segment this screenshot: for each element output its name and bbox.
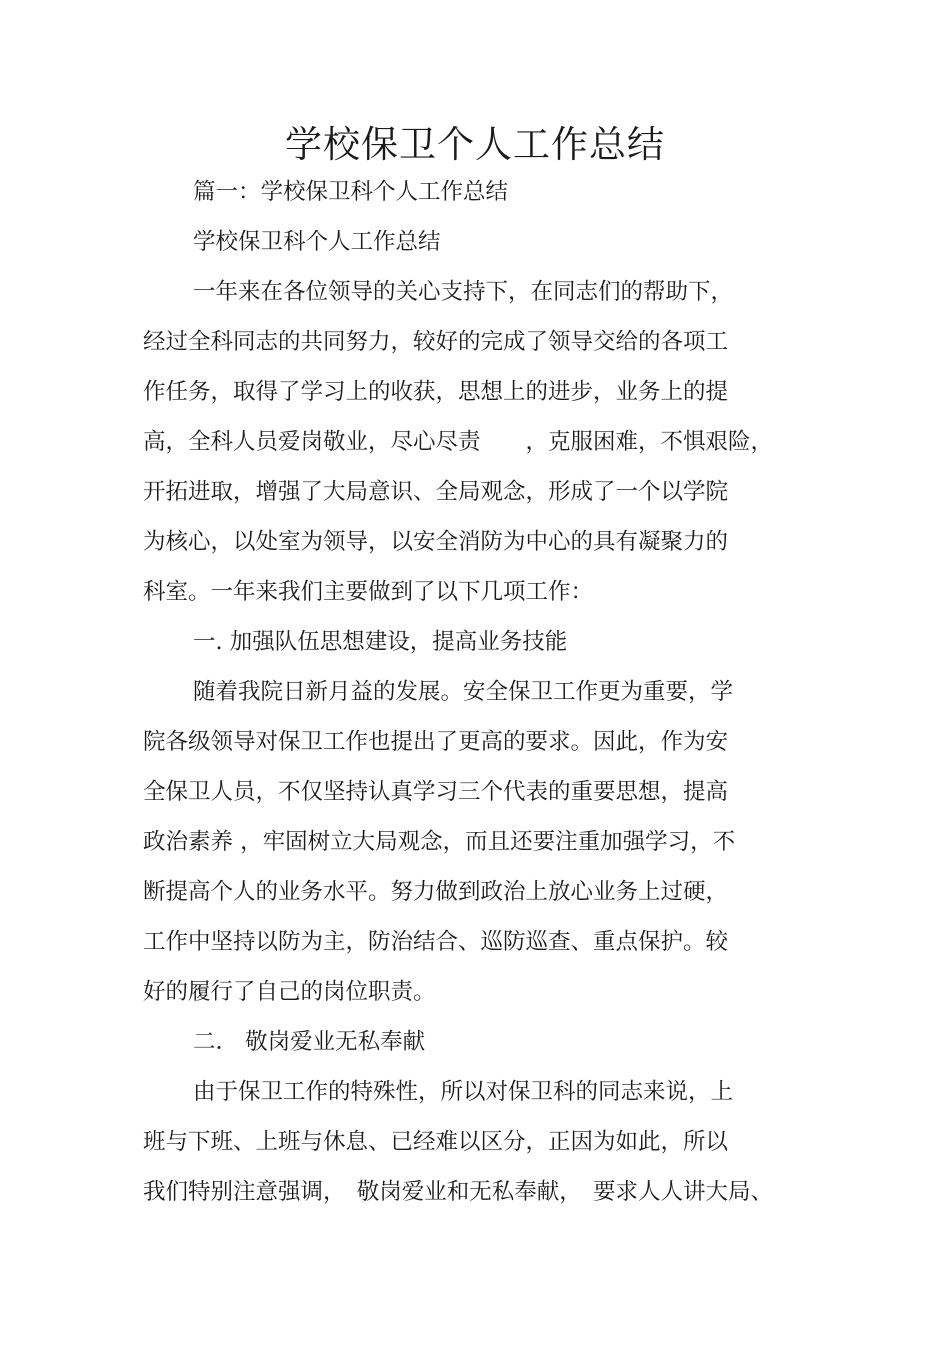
paragraph-line: 班与下班、上班与休息、已经难以区分，正因为如此，所以 bbox=[143, 1129, 729, 1155]
paragraph-line: 全保卫人员，不仅坚持认真学习三个代表的重要思想，提高 bbox=[143, 779, 729, 805]
section-heading: 二． 敬岗爱业无私奉献 bbox=[193, 1029, 426, 1055]
paragraph-line: 好的履行了自己的岗位职责。 bbox=[143, 979, 436, 1005]
document-title: 学校保卫个人工作总结 bbox=[285, 123, 665, 166]
paragraph-line: 一年来在各位领导的关心支持下，在同志们的帮助下， bbox=[193, 279, 734, 305]
paragraph-line: 科室。一年来我们主要做到了以下几项工作： bbox=[143, 579, 594, 605]
paragraph-line: 随着我院日新月益的发展。安全保卫工作更为重要，学 bbox=[193, 679, 734, 705]
paragraph-line: 院各级领导对保卫工作也提出了更高的要求。因此，作为安 bbox=[143, 729, 729, 755]
section-heading: 一. 加强队伍思想建设，提高业务技能 bbox=[193, 629, 568, 655]
paragraph-line: 断提高个人的业务水平。努力做到政治上放心业务上过硬， bbox=[143, 879, 729, 905]
paragraph-line: 经过全科同志的共同努力，较好的完成了领导交给的各项工 bbox=[143, 329, 729, 355]
paragraph-line: 高，全科人员爱岗敬业，尽心尽责 ，克服困难，不惧艰险， bbox=[143, 429, 774, 455]
paragraph-line: 由于保卫工作的特殊性，所以对保卫科的同志来说，上 bbox=[193, 1079, 734, 1105]
paragraph-line: 为核心，以处室为领导，以安全消防为中心的具有凝聚力的 bbox=[143, 529, 729, 555]
subtitle: 学校保卫科个人工作总结 bbox=[193, 229, 441, 255]
paragraph-line: 工作中坚持以防为主，防治结合、巡防巡查、重点保护。较 bbox=[143, 929, 729, 955]
paragraph-line: 作任务，取得了学习上的收获，思想上的进步，业务上的提 bbox=[143, 379, 729, 405]
paragraph-line: 开拓进取，增强了大局意识、全局观念，形成了一个以学院 bbox=[143, 479, 729, 505]
section-heading: 篇一：学校保卫科个人工作总结 bbox=[193, 179, 509, 205]
paragraph-line: 政治素养 ，牢固树立大局观念，而且还要注重加强学习，不 bbox=[143, 829, 736, 855]
paragraph-line: 我们特别注意强调， 敬岗爱业和无私奉献， 要求人人讲大局、 bbox=[143, 1179, 774, 1205]
